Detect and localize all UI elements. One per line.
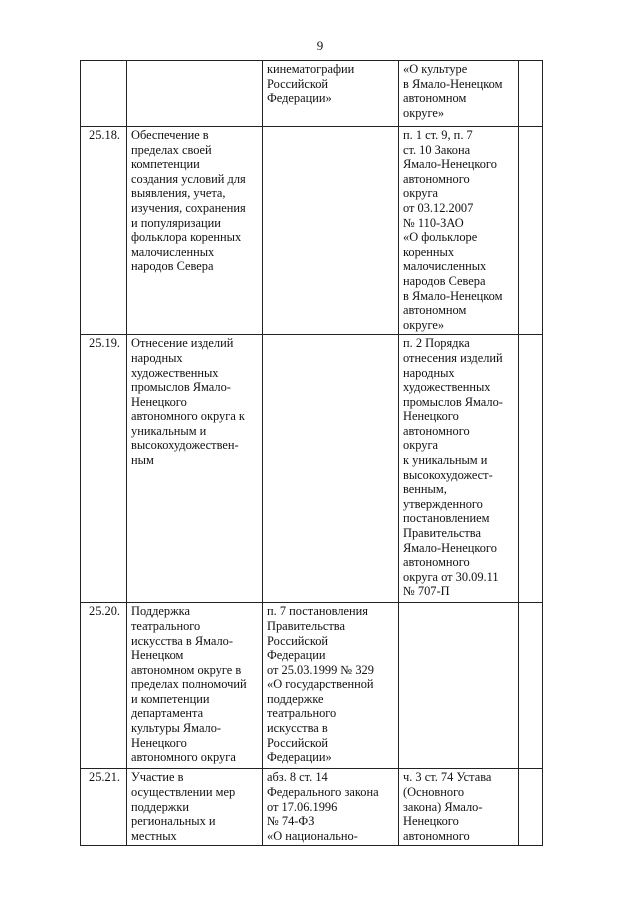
row-number-cell: 25.21.	[81, 769, 127, 846]
regional-act-cell: «О культуре в Ямало-Ненецком автономном округе»	[399, 61, 519, 127]
table-row	[81, 769, 543, 846]
authority-description-cell	[127, 61, 263, 127]
page-number: 9	[316, 38, 324, 53]
regional-act-cell: ч. 3 ст. 74 Устава (Основного закона) Ямало- Ненецкого автономного	[399, 769, 519, 846]
authority-description-cell: Участие в осуществлении мер поддержки региональных и местных	[127, 769, 263, 846]
regional-act-cell: п. 2 Порядка отнесения изделий народных художественных промыслов Ямало- Ненецкого автономного округа к уникальным и высокохудожест- венным, утвержденного постановлением Правительства Ямало-Ненецкого автономного округа от 30.09.11 № 707-П	[399, 335, 519, 603]
table-row	[81, 61, 543, 127]
authority-description-cell: Отнесение изделий народных художественных промыслов Ямало- Ненецкого автономного округа к уникальным и высокохудожествен- ным	[127, 335, 263, 603]
note-cell	[519, 335, 543, 603]
authority-description-cell: Поддержка театрального искусства в Ямало- Ненецком автономном округе в пределах полномочий и компетенции департамента культуры Ямало- Ненецкого автономного округа	[127, 603, 263, 769]
regional-act-cell: п. 1 ст. 9, п. 7 ст. 10 Закона Ямало-Ненецкого автономного округа от 03.12.2007 № 110-ЗАО «О фольклоре коренных малочисленных народов Севера в Ямало-Ненецком автономном округе»	[399, 127, 519, 335]
legal-acts-table	[80, 60, 543, 846]
table-row	[81, 335, 543, 603]
table-row	[81, 603, 543, 769]
note-cell	[519, 603, 543, 769]
note-cell	[519, 769, 543, 846]
note-cell	[519, 61, 543, 127]
federal-act-cell: абз. 8 ст. 14 Федерального закона от 17.06.1996 № 74-ФЗ «О национально-	[263, 769, 399, 846]
row-number-cell	[81, 61, 127, 127]
federal-act-cell: кинематографии Российской Федерации»	[263, 61, 399, 127]
federal-act-cell: п. 7 постановления Правительства Российской Федерации от 25.03.1999 № 329 «О государственной поддержке театрального искусства в Российской Федерации»	[263, 603, 399, 769]
row-number-cell: 25.20.	[81, 603, 127, 769]
row-number-cell: 25.19.	[81, 335, 127, 603]
authority-description-cell: Обеспечение в пределах своей компетенции создания условий для выявления, учета, изучения, сохранения и популяризации фольклора коренных малочисленных народов Севера	[127, 127, 263, 335]
federal-act-cell	[263, 127, 399, 335]
regional-act-cell	[399, 603, 519, 769]
row-number-cell: 25.18.	[81, 127, 127, 335]
note-cell	[519, 127, 543, 335]
table-row	[81, 127, 543, 335]
federal-act-cell	[263, 335, 399, 603]
